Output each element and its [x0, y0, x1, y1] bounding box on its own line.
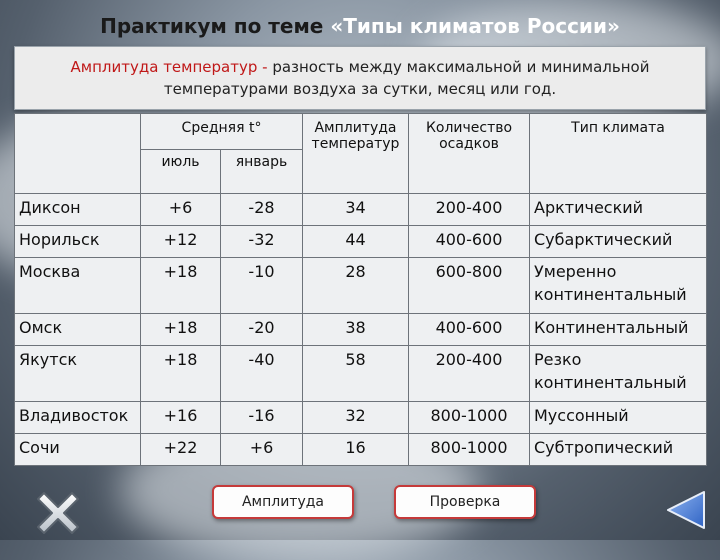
- cell-climate-type: Субарктический: [530, 226, 707, 258]
- definition-text: разность между максимальной и минимальной температурами воздуха за сутки, месяц или год.: [163, 58, 650, 98]
- cell-precipitation: 400-600: [409, 226, 530, 258]
- header-city: [15, 114, 141, 194]
- cell-july: +16: [141, 402, 221, 434]
- cell-amplitude: 34: [303, 194, 409, 226]
- header-july: июль: [141, 150, 221, 194]
- table-row: [15, 314, 707, 346]
- table-row: [15, 402, 707, 434]
- cell-precipitation: 400-600: [409, 314, 530, 346]
- cell-january: -32: [221, 226, 303, 258]
- cell-amplitude: 38: [303, 314, 409, 346]
- close-button[interactable]: [36, 491, 80, 535]
- cell-january: -40: [221, 346, 303, 402]
- table-row: [15, 434, 707, 466]
- cell-july: +22: [141, 434, 221, 466]
- cell-precipitation: 800-1000: [409, 402, 530, 434]
- back-button[interactable]: [664, 488, 708, 532]
- cell-amplitude: 44: [303, 226, 409, 258]
- cell-city: Диксон: [15, 194, 141, 226]
- cell-january: -28: [221, 194, 303, 226]
- climate-table: [14, 113, 707, 466]
- cell-january: -16: [221, 402, 303, 434]
- amplitude-button[interactable]: Амплитуда: [212, 485, 354, 519]
- title-prefix: Практикум по теме: [100, 14, 331, 38]
- table-row: [15, 194, 707, 226]
- header-avg-temp: Средняя t°: [141, 114, 303, 150]
- cell-city: Якутск: [15, 346, 141, 402]
- header-january: январь: [221, 150, 303, 194]
- cell-city: Норильск: [15, 226, 141, 258]
- cell-climate-type: Арктический: [530, 194, 707, 226]
- cell-amplitude: 58: [303, 346, 409, 402]
- cell-july: +18: [141, 314, 221, 346]
- header-precipitation: Количество осадков: [409, 114, 530, 194]
- cell-precipitation: 200-400: [409, 346, 530, 402]
- cell-january: +6: [221, 434, 303, 466]
- close-icon: [36, 491, 80, 535]
- cell-january: -20: [221, 314, 303, 346]
- cell-city: Москва: [15, 258, 141, 314]
- cell-city: Сочи: [15, 434, 141, 466]
- definition-term: Амплитуда температур -: [70, 58, 268, 76]
- table-row: [15, 346, 707, 402]
- cell-climate-type: Континентальный: [530, 314, 707, 346]
- back-triangle-icon: [664, 488, 708, 532]
- cell-climate-type: Муссонный: [530, 402, 707, 434]
- cell-amplitude: 16: [303, 434, 409, 466]
- cell-city: Омск: [15, 314, 141, 346]
- cell-precipitation: 600-800: [409, 258, 530, 314]
- cell-precipitation: 800-1000: [409, 434, 530, 466]
- cell-climate-type: Субтропический: [530, 434, 707, 466]
- cell-amplitude: 32: [303, 402, 409, 434]
- cell-precipitation: 200-400: [409, 194, 530, 226]
- cell-july: +6: [141, 194, 221, 226]
- cell-climate-type: Умеренно континентальный: [530, 258, 707, 314]
- title-topic: «Типы климатов России»: [330, 14, 620, 38]
- cell-july: +18: [141, 346, 221, 402]
- cell-amplitude: 28: [303, 258, 409, 314]
- cell-july: +18: [141, 258, 221, 314]
- cell-july: +12: [141, 226, 221, 258]
- definition-box: [14, 46, 706, 110]
- page-title: [0, 14, 720, 38]
- cell-january: -10: [221, 258, 303, 314]
- check-button[interactable]: Проверка: [394, 485, 536, 519]
- cell-city: Владивосток: [15, 402, 141, 434]
- table-row: [15, 258, 707, 314]
- header-climate-type: Тип климата: [530, 114, 707, 194]
- table-row: [15, 226, 707, 258]
- header-amplitude: Амплитуда температур: [303, 114, 409, 194]
- cell-climate-type: Резко континентальный: [530, 346, 707, 402]
